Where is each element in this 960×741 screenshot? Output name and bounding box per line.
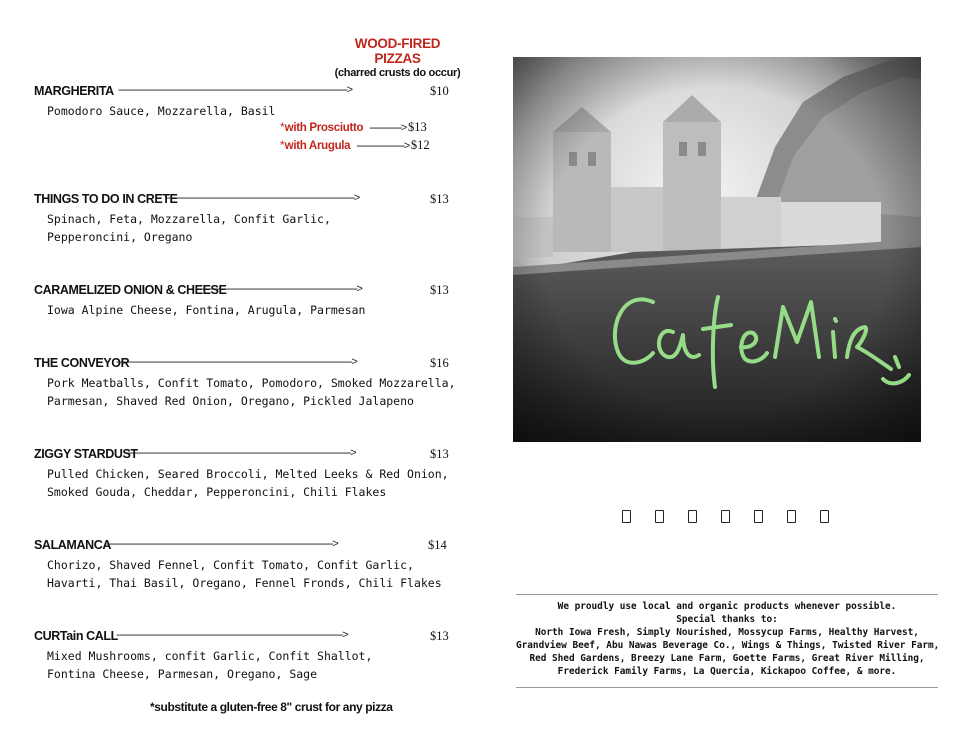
dotted-leader: ----------------------------------------------------------------------------------------------------> <box>124 447 356 459</box>
dotted-leader: ----------------------------------------------------------------------------------------------------> <box>106 538 338 550</box>
thanks-line: Frederick Family Farms, La Quercia, Kickapoo Coffee, & more. <box>557 666 897 677</box>
box-glyph-icon <box>688 510 697 523</box>
gluten-free-note: *substitute a gluten-free 8" crust for any pizza <box>150 700 393 714</box>
thanks-line: We proudly use local and organic products whenever possible. <box>557 601 897 612</box>
box-glyph-icon <box>622 510 631 523</box>
cathedral-photo-illustration <box>513 57 921 442</box>
item-name: CARAMELIZED ONION & CHEESE <box>34 283 227 297</box>
box-glyph-icon <box>655 510 664 523</box>
item-description: Chorizo, Shaved Fennel, Confit Tomato, Confit Garlic, Havarti, Thai Basil, Oregano, Fennel Fronds, Chili Flakes <box>47 558 442 590</box>
addon-price: $12 <box>410 138 430 152</box>
cafe-photo <box>513 57 921 442</box>
item-description: Spinach, Feta, Mozzarella, Confit Garlic, Pepperoncini, Oregano <box>47 212 331 244</box>
addon-price: $13 <box>407 120 427 134</box>
local-sourcing-thanks <box>516 594 938 688</box>
box-glyph-icon <box>820 510 829 523</box>
box-glyph-icon <box>721 510 730 523</box>
item-name: THE CONVEYOR <box>34 356 130 370</box>
menu-section-header <box>330 36 465 79</box>
item-name: ZIGGY STARDUST <box>34 447 138 461</box>
box-glyph-icon <box>787 510 796 523</box>
decorative-glyph-row <box>620 510 830 526</box>
item-price: $13 <box>430 447 449 461</box>
addon-arugula: *with Arugula ---------------------> $12 <box>280 138 430 152</box>
item-description: Pork Meatballs, Confit Tomato, Pomodoro, Smoked Mozzarella, Parmesan, Shaved Red Onion, Oregano, Pickled Jalapeno <box>47 376 456 408</box>
section-title: WOOD-FIRED PIZZAS <box>354 36 441 66</box>
item-price: $13 <box>430 192 449 206</box>
dotted-leader: -----------------------------------------------------------------------------------------------------> <box>118 84 352 96</box>
thanks-line: Red Shed Gardens, Breezy Lane Farm, Goette Farms, Great River Milling, <box>529 653 925 664</box>
addon-prosciutto: *with Prosciutto --------------> $13 <box>280 120 427 134</box>
item-description: Iowa Alpine Cheese, Fontina, Arugula, Parmesan <box>47 303 366 317</box>
dotted-leader: ----------------------------------------------------------------------> <box>198 283 362 295</box>
item-price: $16 <box>430 356 449 370</box>
item-price: $13 <box>430 629 449 643</box>
box-glyph-icon <box>754 510 763 523</box>
item-price: $10 <box>430 84 449 98</box>
item-description: Mixed Mushrooms, confit Garlic, Confit Shallot, Fontina Cheese, Parmesan, Oregano, Sage <box>47 649 373 681</box>
item-name: THINGS TO DO IN CRETE <box>34 192 178 206</box>
addon-label: with Prosciutto <box>284 122 364 134</box>
section-subtitle: (charred crusts do occur) <box>334 67 461 79</box>
addon-label: with Arugula <box>284 140 351 152</box>
dotted-leader: --------------------------------------------------------------------------------------------------------> <box>116 356 357 368</box>
thanks-line: North Iowa Fresh, Simply Nourished, Mossycup Farms, Healthy Harvest, <box>535 627 919 638</box>
dotted-leader: -----------------------------------------------------------------------------------> <box>166 192 359 204</box>
item-price: $14 <box>428 538 447 552</box>
thanks-line: Grandview Beef, Abu Nawas Beverage Co., Wings & Things, Twisted River Farm, <box>516 640 940 651</box>
item-description: Pulled Chicken, Seared Broccoli, Melted Leeks & Red Onion, Smoked Gouda, Cheddar, Pepperoncini, Chili Flakes <box>47 467 449 499</box>
item-description: Pomodoro Sauce, Mozzarella, Basil <box>47 104 276 118</box>
item-name: MARGHERITA <box>34 84 114 98</box>
thanks-line: Special thanks to: <box>676 614 778 625</box>
item-price: $13 <box>430 283 449 297</box>
dotted-leader: ----------------------------------------------------------------------------------------------------> <box>116 629 348 641</box>
item-name: CURTain CALL <box>34 629 118 643</box>
item-name: SALAMANCA <box>34 538 111 552</box>
